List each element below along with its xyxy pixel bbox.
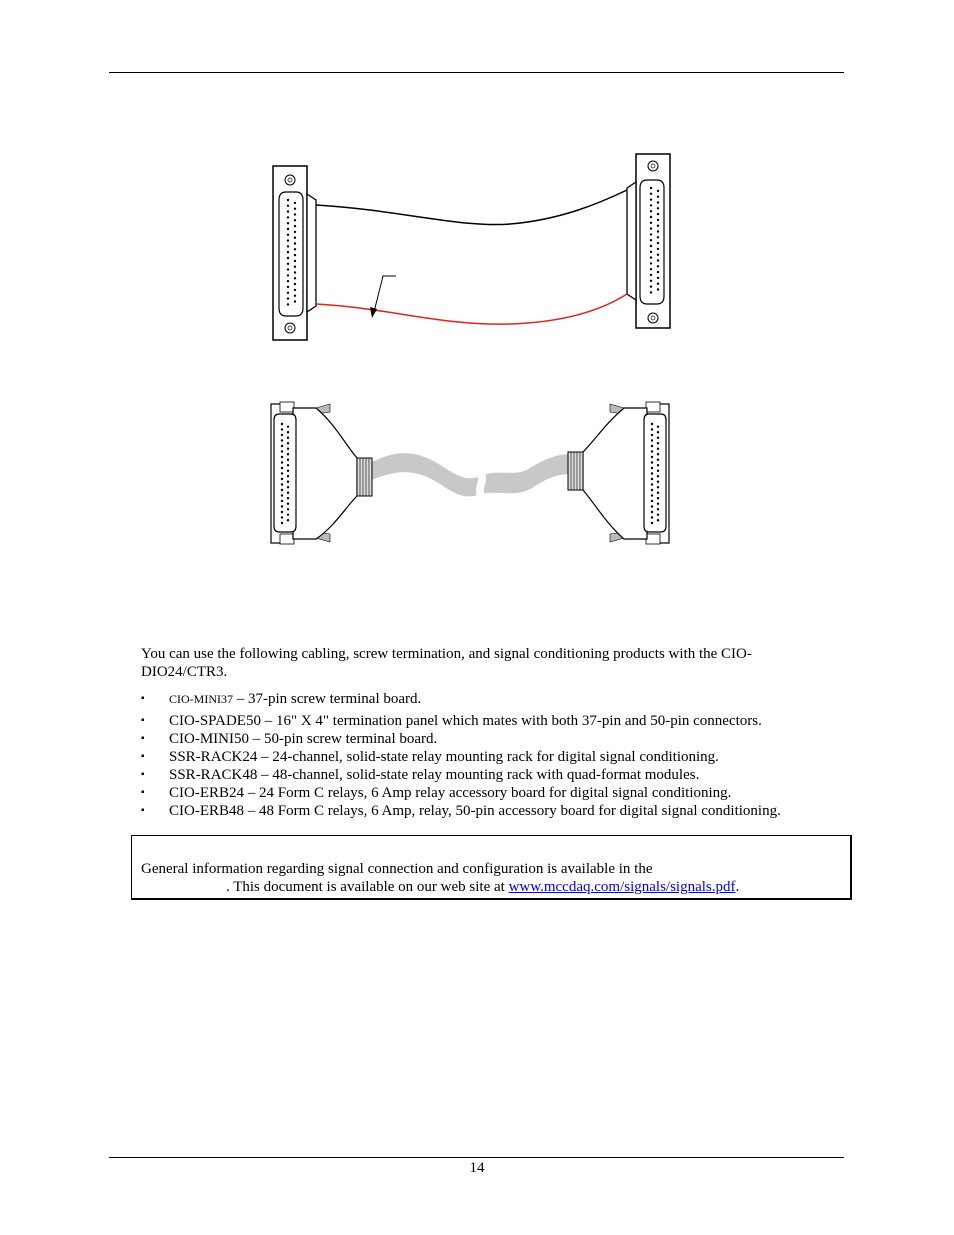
pin-dot [281,428,283,430]
list-item [141,748,841,766]
product-desc: – 24-channel, solid-state relay mounting rack for digital signal conditioning. [257,749,719,765]
pin-dot [281,423,283,425]
pin-dot [650,233,652,235]
pin-dot [657,464,659,466]
pin-dot [287,257,289,259]
pin-dot [657,242,659,244]
pin-dot [650,187,652,189]
pin-dot [657,481,659,483]
note-box [131,835,852,900]
pin-dot [294,277,296,279]
pin-dot [287,448,289,450]
pin-dot [287,437,289,439]
pin-dot [294,248,296,250]
pin-dot [650,251,652,253]
pin-dot [294,213,296,215]
bullet-icon: ▪ [141,715,145,726]
pin-dot [287,251,289,253]
pin-dot [651,450,653,452]
pin-dot [281,456,283,458]
pin-dot [657,492,659,494]
pin-dot [650,245,652,247]
product-name: CIO-ERB24 [169,785,244,801]
pin-dot [287,234,289,236]
pin-dot [287,268,289,270]
pin-dot [650,291,652,293]
pin-dot [657,271,659,273]
pin-dot [657,448,659,450]
pin-dot [650,280,652,282]
list-item [141,712,841,730]
pin-dot [287,222,289,224]
pin-dot [657,519,659,521]
pin-dot [294,225,296,227]
pin-dot [281,467,283,469]
pin-dot [294,283,296,285]
pin-dot [657,475,659,477]
pin-dot [281,500,283,502]
pin-dot [657,486,659,488]
note-text-line1: General information regarding signal connection and configuration is available in the [141,861,653,877]
pin-dot [281,478,283,480]
ribbon-black-edge [316,190,627,225]
list-item [141,784,841,802]
cable-break [476,472,486,498]
pointer-arrow [374,276,396,312]
pin-dot [287,442,289,444]
pin-dot [294,242,296,244]
pin-dot [294,202,296,204]
bullet-icon: ▪ [141,693,145,704]
pin-dot [287,486,289,488]
pin-dot [281,494,283,496]
pin-dot [651,445,653,447]
product-name: CIO-MINI37 [169,692,233,706]
pin-dot [657,437,659,439]
pin-dot [287,245,289,247]
pin-dot [294,231,296,233]
signals-pdf-link[interactable]: www.mccdaq.com/signals/signals.pdf [508,879,736,895]
product-desc: – 37-pin screw terminal board. [233,691,422,707]
pin-dot [287,239,289,241]
pin-dot [657,248,659,250]
pin-dot [281,522,283,524]
pin-dot [650,198,652,200]
pin-dot [281,489,283,491]
pin-dot [657,230,659,232]
pin-dot [657,514,659,516]
pin-dot [281,461,283,463]
pin-dot [650,204,652,206]
pin-dot [651,472,653,474]
pin-dot [651,478,653,480]
pin-dot [287,199,289,201]
pin-dot [287,514,289,516]
pin-dot [287,453,289,455]
bullet-icon: ▪ [141,805,145,816]
pin-dot [650,268,652,270]
pin-dot [651,428,653,430]
right-hood [568,402,669,544]
pin-dot [287,286,289,288]
pin-dot [287,508,289,510]
molded-cable-figure [260,396,680,551]
product-name: SSR-RACK48 [169,767,258,783]
pin-dot [657,497,659,499]
bullet-icon: ▪ [141,787,145,798]
list-item [141,802,841,820]
pin-dot [657,207,659,209]
pin-dot [657,470,659,472]
pin-dot [650,239,652,241]
pin-dot [651,434,653,436]
product-desc: – 48 Form C relays, 6 Amp, relay, 50-pin accessory board for digital signal conditioning. [244,803,781,819]
list-item [141,766,841,784]
pin-dot [657,459,659,461]
pin-dot [287,216,289,218]
pin-dot [294,271,296,273]
pin-dot [287,475,289,477]
pin-dot [651,467,653,469]
pin-dot [281,516,283,518]
pin-dot [650,274,652,276]
pin-dot [657,225,659,227]
pin-dot [294,260,296,262]
bullet-icon: ▪ [141,769,145,780]
pin-dot [281,511,283,513]
cable-left-section [372,453,480,496]
product-desc: – 16" X 4" termination panel which mates with both 37-pin and 50-pin connectors. [260,713,762,729]
pin-dot [287,503,289,505]
pin-dot [294,254,296,256]
pin-dot [651,522,653,524]
pin-dot [657,190,659,192]
pin-dot [281,472,283,474]
product-desc: – 24 Form C relays, 6 Amp relay accessory board for digital signal conditioning. [244,785,732,801]
pin-dot [281,434,283,436]
pin-dot [657,236,659,238]
pin-dot [651,500,653,502]
bullet-icon: ▪ [141,751,145,762]
product-desc: – 50-pin screw terminal board. [249,731,438,747]
pin-dot [294,289,296,291]
note-text-line2 [226,879,739,896]
pin-dot [651,456,653,458]
cable-right-section [480,454,573,494]
pin-dot [287,426,289,428]
pin-dot [651,516,653,518]
pin-dot [650,256,652,258]
pin-dot [657,277,659,279]
pin-dot [287,210,289,212]
product-name: CIO-ERB48 [169,803,244,819]
pin-dot [287,303,289,305]
pin-dot [287,263,289,265]
pin-dot [281,505,283,507]
pin-dot [651,461,653,463]
pin-dot [657,426,659,428]
pin-dot [657,265,659,267]
pin-dot [651,494,653,496]
intro-paragraph: You can use the following cabling, screw termination, and signal conditioning products with the CIO-DIO24/CTR3. [141,646,752,680]
pin-dot [281,445,283,447]
pin-dot [281,483,283,485]
pin-dot [657,213,659,215]
pin-dot [657,442,659,444]
pin-dot [650,222,652,224]
pin-dot [657,431,659,433]
pin-dot [650,262,652,264]
pin-dot [294,219,296,221]
pin-dot [287,274,289,276]
pin-dot [294,237,296,239]
pin-dot [651,439,653,441]
pin-dot [287,464,289,466]
pin-dot [650,227,652,229]
ribbon-cable-figure [260,148,680,348]
page-number: 14 [469,1160,485,1176]
pin-dot [287,228,289,230]
pin-dot [650,285,652,287]
pin-dot [650,210,652,212]
pin-dot [287,205,289,207]
product-list [141,690,841,820]
pin-dot [657,503,659,505]
pin-dot [287,497,289,499]
product-name: CIO-SPADE50 [169,713,261,729]
pin-dot [287,481,289,483]
pin-dot [657,254,659,256]
pin-dot [294,208,296,210]
right-connector [627,154,670,328]
left-connector [273,166,316,340]
pin-dot [287,459,289,461]
list-item [141,690,841,712]
list-item [141,730,841,748]
footer-rule [109,1157,844,1158]
note-text-line2-body: . This document is available on our web site at [226,879,509,895]
product-desc: – 48-channel, solid-state relay mounting rack with quad-format modules. [257,767,700,783]
product-name: CIO-MINI50 [169,731,249,747]
pin-dot [287,292,289,294]
pin-dot [287,280,289,282]
pin-dot [657,288,659,290]
pin-dot [287,431,289,433]
pin-dot [650,216,652,218]
pin-dot [287,297,289,299]
pin-dot [651,489,653,491]
pin-dot [657,196,659,198]
pin-dot [657,508,659,510]
bullet-icon: ▪ [141,733,145,744]
pin-dot [657,201,659,203]
pin-dot [657,453,659,455]
pin-dot [651,511,653,513]
pin-dot [281,450,283,452]
pin-dot [657,259,659,261]
pin-dot [650,193,652,195]
pin-dot [287,492,289,494]
pin-dot [281,439,283,441]
pointer-arrowhead [370,307,377,318]
pin-dot [657,219,659,221]
pin-dot [294,300,296,302]
note-trailing-period: . [735,879,740,895]
left-hood [271,402,372,544]
pin-dot [651,505,653,507]
pin-dot [294,295,296,297]
pin-dot [657,283,659,285]
product-name: SSR-RACK24 [169,749,258,765]
pin-dot [294,266,296,268]
pin-dot [651,483,653,485]
header-rule [109,72,844,73]
pin-dot [287,470,289,472]
pin-dot [651,423,653,425]
ribbon-red-edge [316,294,627,324]
pin-dot [287,519,289,521]
